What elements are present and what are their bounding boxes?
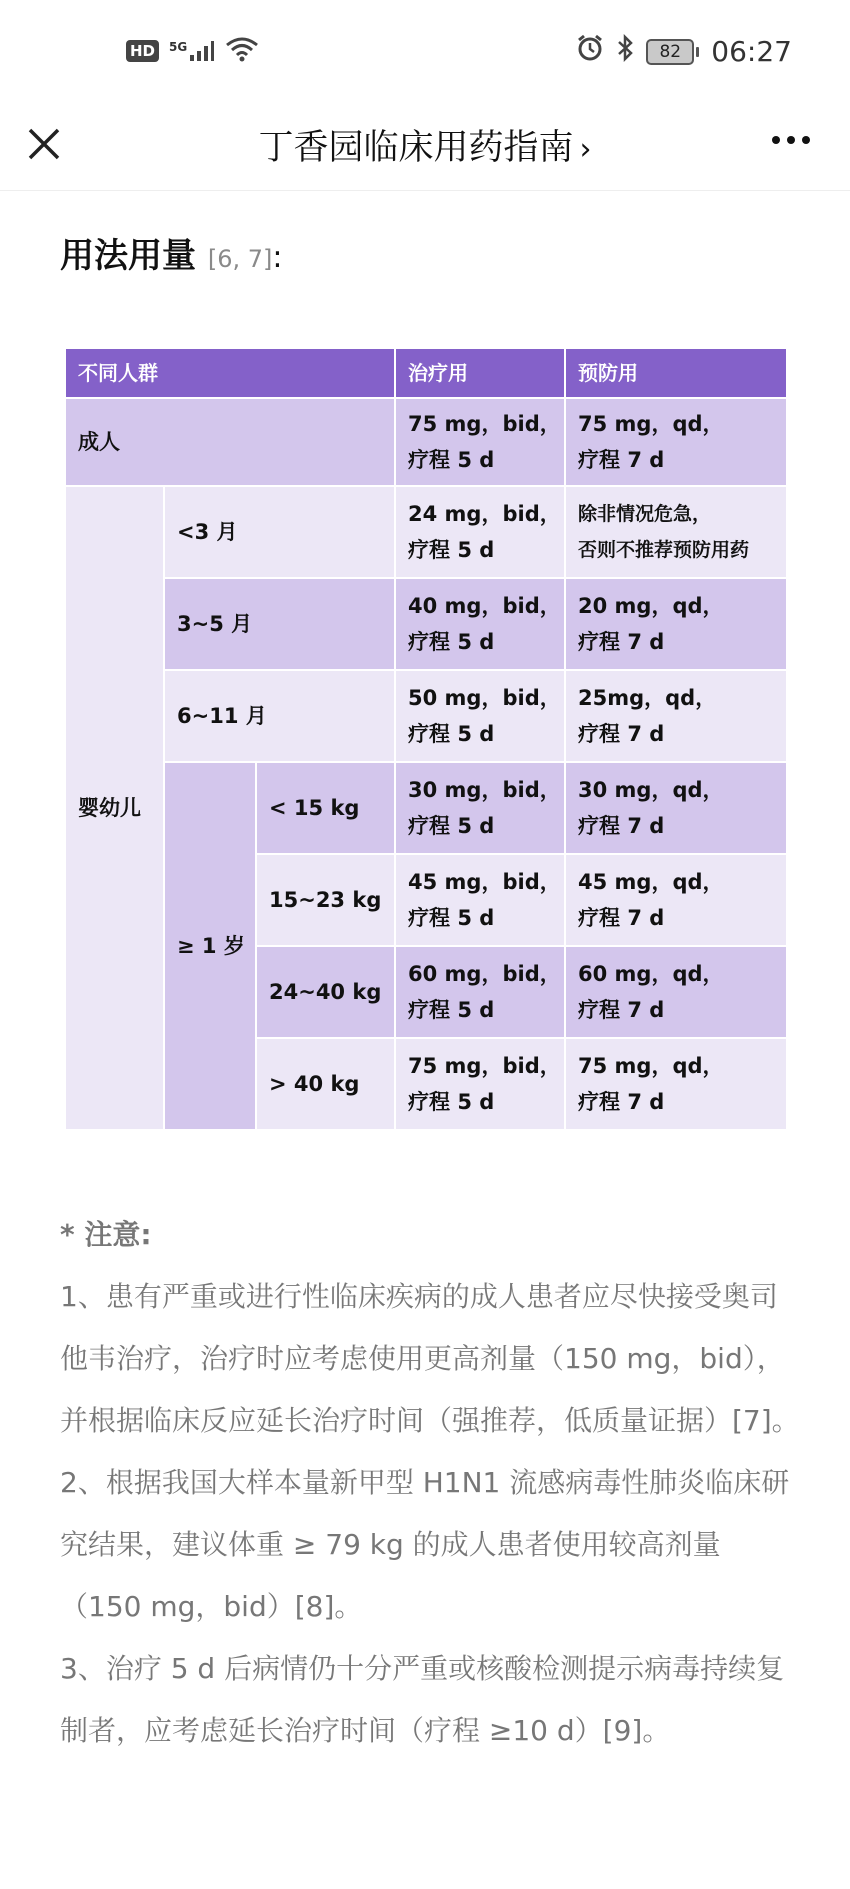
header-prevention: 预防用: [565, 348, 787, 398]
status-bar: [0, 0, 850, 108]
section-ref[interactable]: [6, 7]: [207, 245, 273, 273]
row-label: 6~11 月: [164, 670, 395, 762]
header-treatment: 治疗用: [395, 348, 565, 398]
treatment-cell: 60 mg，bid， 疗程 5 d: [395, 946, 565, 1038]
notes-section: [60, 1204, 800, 1762]
prevention-cell: 25mg，qd， 疗程 7 d: [565, 670, 787, 762]
page-title[interactable]: [0, 120, 850, 170]
prevention-cell: 75 mg，qd， 疗程 7 d: [565, 1038, 787, 1130]
section-heading: [60, 228, 282, 277]
treatment-cell: 50 mg，bid， 疗程 5 d: [395, 670, 565, 762]
row-label: < 15 kg: [256, 762, 395, 854]
section-colon: :: [272, 240, 283, 275]
table-header-row: [65, 348, 787, 398]
row-label: 15~23 kg: [256, 854, 395, 946]
row-label-infant: 婴幼儿: [65, 486, 164, 1130]
row-label: 24~40 kg: [256, 946, 395, 1038]
row-label-age-1: ≥ 1 岁: [164, 762, 256, 1130]
nav-bar: [0, 108, 850, 191]
prevention-cell: 75 mg，qd， 疗程 7 d: [565, 398, 787, 486]
header-population: 不同人群: [65, 348, 395, 398]
row-label: <3 月: [164, 486, 395, 578]
alarm-icon: [576, 34, 604, 69]
table-row: [65, 762, 787, 854]
table-row: [65, 578, 787, 670]
row-label-adult: 成人: [65, 398, 395, 486]
table-row: [65, 670, 787, 762]
row-label: 3~5 月: [164, 578, 395, 670]
treatment-cell: 45 mg，bid， 疗程 5 d: [395, 854, 565, 946]
prevention-cell: 45 mg，qd， 疗程 7 d: [565, 854, 787, 946]
dosage-table: [64, 347, 788, 1131]
note-item: 2、根据我国大样本量新甲型 H1N1 流感病毒性肺炎临床研究结果，建议体重 ≥ 79 kg 的成人患者使用较高剂量（150 mg，bid）[8]。: [60, 1466, 790, 1623]
table-row: [65, 486, 787, 578]
chevron-right-icon: ›: [579, 132, 592, 167]
note-item: 3、治疗 5 d 后病情仍十分严重或核酸检测提示病毒持续复制者，应考虑延长治疗时间（疗程 ≥10 d）[9]。: [60, 1652, 785, 1747]
network-type: 5G: [169, 40, 188, 54]
treatment-cell: 75 mg，bid， 疗程 5 d: [395, 398, 565, 486]
prevention-cell: 60 mg，qd， 疗程 7 d: [565, 946, 787, 1038]
page-title-text: 丁香园临床用药指南: [258, 128, 574, 168]
treatment-cell: 40 mg，bid， 疗程 5 d: [395, 578, 565, 670]
more-icon[interactable]: [772, 136, 810, 144]
hd-badge: HD: [126, 40, 159, 62]
treatment-cell: 75 mg，bid， 疗程 5 d: [395, 1038, 565, 1130]
treatment-cell: 30 mg，bid， 疗程 5 d: [395, 762, 565, 854]
section-title: 用法用量: [60, 236, 196, 276]
prevention-cell: 30 mg，qd， 疗程 7 d: [565, 762, 787, 854]
prevention-cell: 除非情况危急， 否则不推荐预防用药: [565, 486, 787, 578]
status-left: [126, 36, 259, 66]
prevention-cell: 20 mg，qd， 疗程 7 d: [565, 578, 787, 670]
note-item: 1、患有严重或进行性临床疾病的成人患者应尽快接受奥司他韦治疗，治疗时应考虑使用更高剂量（150 mg，bid），并根据临床反应延长治疗时间（强推荐，低质量证据）[7]。: [60, 1280, 800, 1437]
treatment-cell: 24 mg，bid， 疗程 5 d: [395, 486, 565, 578]
bluetooth-icon: [616, 34, 634, 69]
status-right: [576, 34, 792, 69]
row-label: > 40 kg: [256, 1038, 395, 1130]
table-row-adult: [65, 398, 787, 486]
notes-title: * 注意:: [60, 1218, 152, 1251]
battery-icon: [646, 39, 699, 65]
wifi-icon: [225, 36, 259, 66]
status-time: 06:27: [711, 35, 792, 68]
signal-icon: [169, 40, 215, 62]
battery-level: 82: [646, 39, 694, 65]
